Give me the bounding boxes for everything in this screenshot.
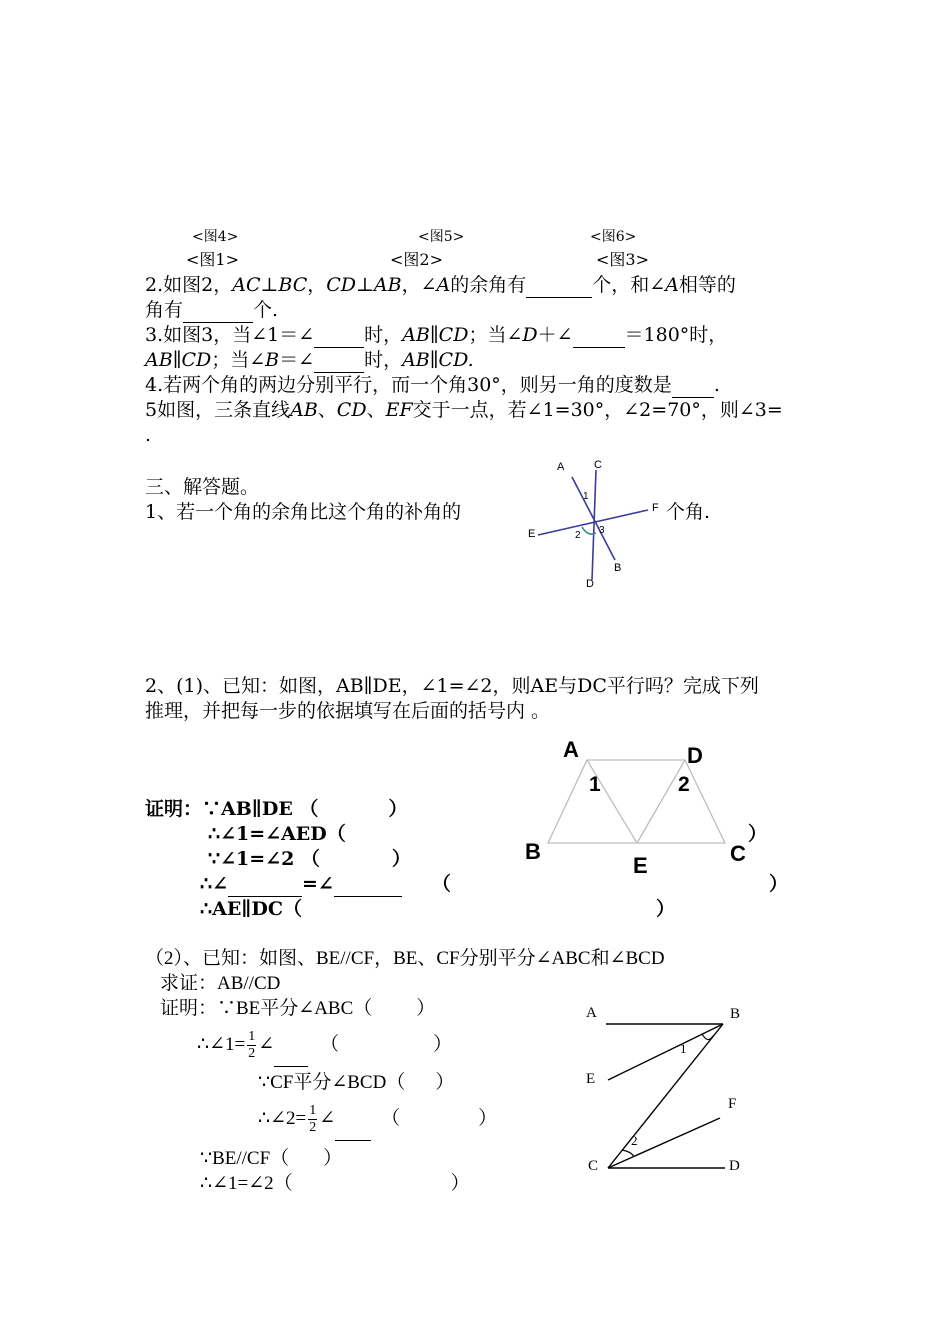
q2-sep: ，∠ bbox=[401, 274, 437, 296]
proof-text: ∠ bbox=[319, 1108, 336, 1129]
answer-blank[interactable] bbox=[335, 1121, 371, 1141]
label-b: B bbox=[730, 1006, 741, 1022]
answer-blank[interactable] bbox=[183, 303, 253, 323]
answer-blank[interactable] bbox=[526, 278, 592, 298]
q3-ab: AB bbox=[145, 349, 173, 371]
part2-2-l3 bbox=[160, 996, 435, 1021]
q2-perp: ⊥ bbox=[356, 274, 374, 296]
q2-perp: ⊥ bbox=[260, 274, 279, 296]
label-angle-2: 2 bbox=[631, 1133, 638, 1148]
proof-text: ∠ bbox=[258, 1034, 275, 1055]
segment-bc bbox=[608, 1024, 723, 1168]
q5-text: 5如图，三条直线 bbox=[145, 399, 291, 421]
proof-paren: ） bbox=[435, 1072, 455, 1093]
proof-paren: ） bbox=[391, 848, 411, 870]
q3-parallel: ∥ bbox=[429, 349, 439, 371]
q2-ab: AB bbox=[373, 274, 402, 296]
q5-cd: CD bbox=[336, 399, 367, 421]
z-figure bbox=[580, 1000, 760, 1185]
part2-2-line2: 求证：AB//CD bbox=[160, 973, 281, 994]
caption-fig6: <图6> bbox=[590, 229, 637, 245]
proof-text: ∵BE//CF（ bbox=[200, 1148, 290, 1169]
q3-text: 如图3，当∠1＝∠ bbox=[163, 324, 315, 346]
question-5-line1 bbox=[145, 398, 783, 423]
trapezoid-figure bbox=[515, 735, 770, 880]
proof-text: ∵∠1=∠2 （ bbox=[208, 848, 320, 870]
q3-text: 时， bbox=[364, 324, 403, 346]
question-5-line2: . bbox=[145, 424, 152, 446]
part2-2-line1: （2）、已知：如图、BE//CF，BE、CF分别平分∠ABC和∠BCD bbox=[145, 948, 665, 969]
label-a: A bbox=[586, 1005, 597, 1021]
label-a: A bbox=[563, 737, 579, 762]
proof-step-5-close: ） bbox=[656, 898, 676, 920]
label-c: C bbox=[594, 459, 602, 471]
label-angle-1: 1 bbox=[583, 491, 589, 502]
question-2-line2 bbox=[145, 298, 278, 323]
label-e: E bbox=[633, 853, 648, 878]
q3-text: ＋∠ bbox=[537, 324, 573, 346]
answer-blank[interactable] bbox=[672, 378, 714, 398]
angle-1-arc bbox=[702, 1034, 713, 1040]
proof-text: ∴AE∥DC（ bbox=[200, 898, 302, 920]
q2-bc: BC bbox=[278, 274, 308, 296]
proof-text: 证明：∵BE平分∠ABC（ bbox=[160, 998, 373, 1019]
part2-2-l8 bbox=[200, 1171, 470, 1196]
proof-paren: ） bbox=[416, 998, 436, 1019]
proof-paren: （ bbox=[381, 1108, 401, 1129]
trapezoid-outline bbox=[548, 760, 725, 843]
proof-step-4 bbox=[200, 872, 451, 897]
section-3-title: 三、解答题。 bbox=[145, 476, 260, 498]
caption-fig2: <图2> bbox=[390, 250, 443, 269]
label-angle-1: 1 bbox=[680, 1041, 687, 1056]
q3-cd: CD bbox=[181, 349, 212, 371]
caption-fig5: <图5> bbox=[418, 229, 465, 245]
proof-step-5 bbox=[200, 897, 302, 922]
proof-text: ∴∠1=∠AED（ bbox=[208, 823, 346, 845]
q3-text: ＝∠ bbox=[279, 349, 315, 371]
q2-cd: CD bbox=[326, 274, 357, 296]
label-c: C bbox=[588, 1158, 599, 1174]
proof-paren: （ bbox=[320, 1034, 340, 1055]
q3-parallel: ∥ bbox=[429, 324, 439, 346]
part2-2-l7 bbox=[200, 1146, 342, 1171]
part2-1-line1: 2、(1)、已知：如图，AB∥DE，∠1=∠2，则AE与DC平行吗？完成下列 bbox=[145, 675, 759, 697]
proof-text: 证明：∵AB∥DE （ bbox=[145, 798, 319, 820]
q2-a: A bbox=[436, 274, 451, 296]
q3-ab: AB bbox=[402, 324, 430, 346]
answer-blank[interactable] bbox=[573, 328, 625, 348]
three-lines-figure bbox=[520, 455, 670, 595]
q2-text: 的余角有 bbox=[450, 274, 527, 296]
q3-text: ；当∠ bbox=[211, 349, 266, 371]
q2-text: 相等的 bbox=[678, 274, 736, 296]
q3-num: 3. bbox=[145, 324, 164, 346]
label-e: E bbox=[586, 1071, 596, 1087]
q2-text: 个. bbox=[253, 299, 279, 321]
q2-text: 个，和∠ bbox=[592, 274, 666, 296]
q5-text: 交于一点，若∠1=30°，∠2=70°，则∠3= bbox=[412, 399, 783, 421]
q2-text: 如图2， bbox=[163, 274, 233, 296]
proof-text: =∠ bbox=[302, 873, 334, 895]
proof-paren: ） bbox=[323, 1148, 343, 1169]
segment-cf bbox=[608, 1118, 720, 1168]
q4-text: 4.若两个角的两边分别平行，而一个角30°，则另一角的度数是 bbox=[145, 374, 672, 396]
segment-be bbox=[608, 1024, 723, 1080]
answer-blank[interactable] bbox=[314, 328, 364, 348]
label-c: C bbox=[730, 841, 746, 866]
proof-step-1 bbox=[145, 797, 407, 822]
label-f: F bbox=[652, 502, 659, 514]
q2-sep: ， bbox=[307, 274, 327, 296]
proof-paren: ） bbox=[478, 1108, 498, 1129]
part2-2-l6 bbox=[258, 1097, 497, 1141]
answer-blank[interactable] bbox=[274, 1047, 308, 1067]
proof-step-2 bbox=[208, 822, 346, 847]
proof-step-3 bbox=[208, 847, 411, 872]
q3-parallel: ∥ bbox=[172, 349, 182, 371]
q2-ac: AC bbox=[232, 274, 261, 296]
q4-end: . bbox=[713, 374, 720, 396]
angle-2-arc bbox=[622, 1150, 634, 1157]
q3-text: ；当∠ bbox=[468, 324, 523, 346]
caption-fig1: <图1> bbox=[186, 250, 239, 269]
proof-text: ∴∠1= bbox=[197, 1034, 246, 1055]
q3-ab: AB bbox=[402, 349, 430, 371]
label-angle-2: 2 bbox=[678, 773, 690, 796]
label-a: A bbox=[557, 461, 565, 473]
q3-text: 时， bbox=[364, 349, 403, 371]
q3-cd: CD. bbox=[438, 349, 474, 371]
proof-text: ∴∠ bbox=[200, 873, 229, 895]
label-d: D bbox=[586, 578, 594, 590]
proof-step-2-close: ） bbox=[748, 823, 768, 845]
label-angle-1: 1 bbox=[589, 773, 601, 796]
label-f: F bbox=[728, 1096, 737, 1112]
proof-paren: ） bbox=[433, 1034, 453, 1055]
q2-num: 2. bbox=[145, 274, 164, 296]
proof-paren: （ bbox=[431, 873, 451, 895]
q2-text: 角有 bbox=[145, 299, 184, 321]
label-angle-3: 3 bbox=[599, 525, 605, 536]
q3-d: D bbox=[522, 324, 538, 346]
answer-blank[interactable] bbox=[228, 877, 302, 897]
proof-paren: ） bbox=[450, 1173, 470, 1194]
q3-b: B bbox=[265, 349, 280, 371]
caption-fig3: <图3> bbox=[596, 250, 649, 269]
label-b: B bbox=[614, 562, 622, 574]
section-3-q1-right: 个角. bbox=[666, 501, 711, 523]
q5-sep: 、 bbox=[366, 399, 386, 421]
question-3-line1 bbox=[145, 323, 727, 348]
proof-text: ∴∠1=∠2（ bbox=[200, 1173, 293, 1194]
answer-blank[interactable] bbox=[334, 877, 402, 897]
proof-paren: ） bbox=[388, 798, 408, 820]
proof-step-4-close: ） bbox=[769, 873, 789, 895]
part2-2-l5 bbox=[258, 1070, 454, 1095]
q5-ab: AB bbox=[290, 399, 318, 421]
section-3-q1-left: 1、若一个角的余角比这个角的补角的 bbox=[145, 501, 462, 523]
label-d: D bbox=[687, 743, 703, 768]
label-b: B bbox=[525, 839, 541, 864]
question-4 bbox=[145, 373, 720, 398]
q2-a: A bbox=[665, 274, 679, 296]
question-2-line1 bbox=[145, 273, 736, 298]
answer-blank[interactable] bbox=[314, 353, 364, 373]
label-angle-2: 2 bbox=[575, 530, 581, 541]
proof-text: ∵CF平分∠BCD（ bbox=[258, 1072, 406, 1093]
part2-2-l4 bbox=[197, 1023, 452, 1067]
fraction-half: $\frac{1}{2}$ bbox=[309, 1103, 317, 1136]
line-cd bbox=[592, 470, 596, 580]
caption-fig4: <图4> bbox=[192, 229, 239, 245]
q3-text: ＝180°时， bbox=[624, 324, 728, 346]
label-d: D bbox=[729, 1158, 740, 1174]
question-3-line2 bbox=[145, 348, 474, 373]
q5-sep: 、 bbox=[317, 399, 337, 421]
part2-1-line2: 推理，并把每一步的依据填写在后面的括号内 。 bbox=[145, 700, 551, 722]
label-e: E bbox=[528, 528, 536, 540]
q3-cd: CD bbox=[438, 324, 469, 346]
q5-ef: EF bbox=[385, 399, 413, 421]
proof-text: ∴∠2= bbox=[258, 1108, 307, 1129]
fraction-half: $\frac{1}{2}$ bbox=[248, 1029, 256, 1062]
